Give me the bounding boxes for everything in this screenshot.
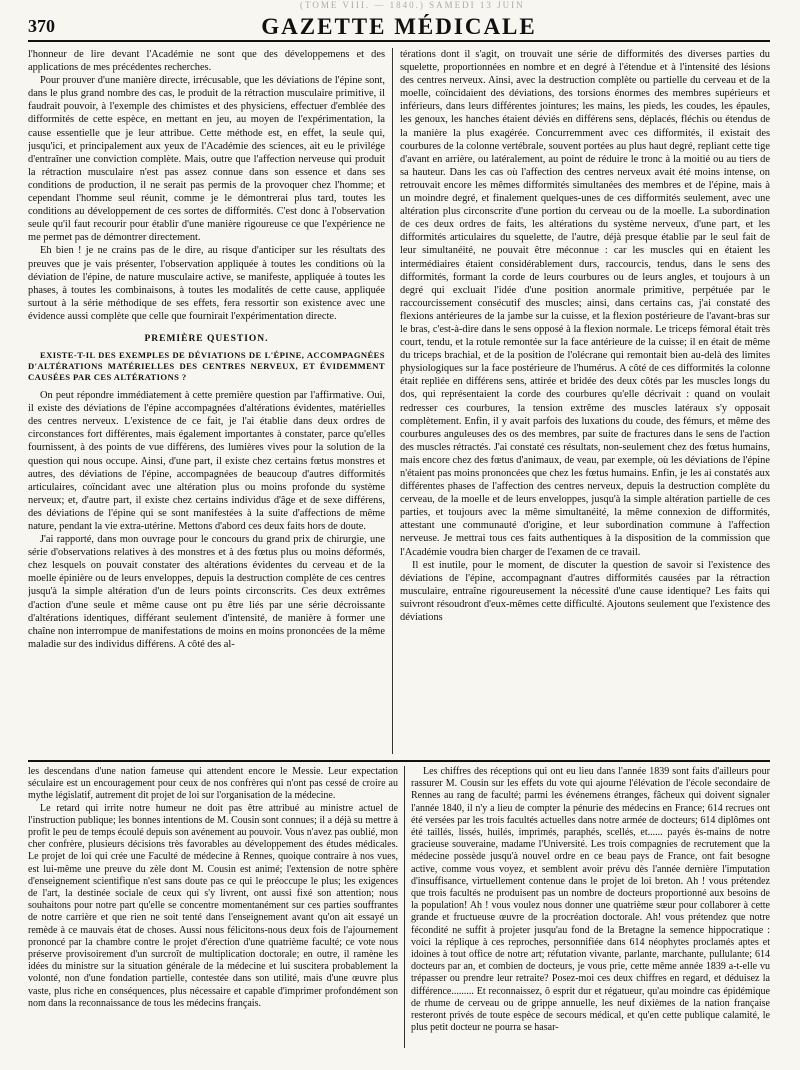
paragraph: Les chiffres des réceptions qui ont eu lieu dans l'année 1839 sont faits d'ailleurs pour rassurer M. Cousin sur les effets du vote qui ajourne l'élévation de l'école secondaire de Rennes au rang de faculté; parmi les événemens étranges, fâcheux qui doivent signaler l'année 1840, il n'y a lieu de compter la pénurie des médecins en France; 614 recrues ont été versées par les trois facultés actuelles dans notre armée de docteurs; 614 diplômes ont été taillés, lissés, huilés, imprimés, paraphés, scellés, et...... payés ès-mains de notre gracieuse souveraine, madame l'Université. Les trois compagnies de recrutement que la médecine possède jusqu'à nouvel ordre en ce beau pays de France, ont fait besogne active, comme vous voyez, et semblent avoir prévu dès l'année dernière l'imputation d'insuffisance, virtuellement contenue dans le projet de loi breton. Ah ! vous prétendez que trois facultés ne produisent pas un nombre de docteurs proportionné aux besoins de la population! Ah ! vous voulez nous donner une quatrième sœur pour collaborer à cette grande et fructueuse œuvre de la procréation doctorale. Ah! vous prétendez que notre fécondité ne suffit à projeter jusqu'au fond de la Bretagne la semence hippocratique : voici la réplique à ces reproches, personnifiée dans 614 néophytes proclamés aptes et idoines à tout office de notre art; réfutation vivante, parlante, marchante, pullulante; 614 docteurs par an, et combien de docteurs, je vous prie, cette même année 1839 a-t-elle vu trépasser ou prendre leur retraite? Posez-moi ces deux chiffres en regard, et déduisez la différence......... Et reconnaissez, ô esprit dur et régatueur, qu'au moindre cas épidémique de rhume de cerveau ou de grippe annuelle, les neuf dixièmes de la nation française resteront privés de toute espèce de secours médical, et qu'en cette publique calamité, le plus petit docteur ne pourra se hasar- <box>411 766 770 1034</box>
paragraph: Le retard qui irrite notre humeur ne doit pas être attribué au ministre actuel de l'instruction publique; les bonnes intentions de M. Cousin sont connues; il a déjà su mettre à profit le peu de temps écoulé depuis son avénement au pouvoir. Vous n'avez pas oublié, mon cher confrère, plusieurs décisions très favorables au développement des études médicales. Le projet de loi qui crée une Faculté de médecine à Rennes, quoique contraire à nos vues, est lui-même une preuve du zèle dont M. Cousin est animé; l'extension de notre sphère d'enseignement scientifique n'est sans doute pas ce qui le préoccupe le plus; les exigences de l'art, la destinée sociale de ceux qui s'y livrent, ont aussi fixé son attention; nous souhaitons pour notre part qu'elle se concentre momentanément sur ces parties souffrantes de notre carrière et que rien ne soit tenté dans l'enseignement avant qu'on ait essayé un remède à ce mauvais état de choses. Aussi nous félicitons-nous deux fois de l'ajournement prononcé par la chambre contre le projet d'érection d'une quatrième faculté; ce vote nous préserve provisoirement d'un surcroît de multiplication doctorale; en outre, il ramène les idées du ministre sur la situation générale de la médecine et lui suscitera probablement la volonté, non d'une fondation partielle, contestée dans son utilité, mais d'une œuvre plus vaste, plus riche en conséquences, plus nécessaire et capable d'imprimer profondément son nom dans la reconnaissance de tous les médecins français. <box>28 802 398 1009</box>
paragraph: térations dont il s'agit, on trouvait une série de difformités des diverses parties du squelette, proportionnées en nombre et en degré à l'étendue et à l'intensité des lésions des centres nerveux. Ainsi, avec la destruction complète ou partielle du cerveau et de la moelle, coïncidaient des déviations, des torsions énormes des membres supérieurs et inférieurs, dans leurs différentes jointures; les mains, les pieds, les coudes, les épaules, les genoux, les hanches étaient déviés en différens sens, déplacés, fléchis ou étendus de la manière la plus exagérée. Concurremment avec ces difformités, il existait des courbures de la colonne vertébrale, souvent portées au plus haut degré, repliant cette tige d'avant en arrière, ou latéralement, au point de réduire le tronc à la moitié ou au tiers de sa hauteur. Dans les cas où l'affection des centres nerveux avait été moins intense, on retrouvait encore les mêmes difformités simultanées des membres et de l'épine, mais à un moindre degré, et finalement quelques-unes de ces difformités seulement, avec une altération plus circonscrite d'une portion du cerveau ou de la moelle. La subordination de ces deux ordres de faits, les altérations du système nerveux, d'une part, et les difformités articulaires du squelette, de l'autre, déjà presque établie par le seul fait de leur simultanéité, ne pouvait être méconnue : car les muscles qui en étaient les intermédiaires étaient considérablement durs, raccourcis, tendus, dans le sens des difformités, formant la corde de leurs courbures ou de leurs angles, et toujours à un degré qui excluait l'idée d'une position anormale primitive, perpétuée par le raccourcissement consécutif des muscles; ainsi, dans certains cas, j'ai constaté des flexions antérieures de la jambe sur la cuisse, et la flexion postérieure de l'avant-bras sur le bras, c'est-à-dire dans le sens opposé à la flexion normale. Le triceps fémoral était très court, tendu, et la rotule remontée sur la face antérieure de la cuisse; il en était de même du triceps brachial, et de la position de l'olécrane qui remontait bien au-delà des limites physiologiques sur la face postérieure de l'humérus. A côté de ces difformités la colonne était repliée en différens sens, attirée et bridée des deux côtés par les muscles longs du dos, qui représentaient la corde des courbures qu'elle décrivait : quand on voulait redresser ces courbures, la tension extrême des muscles latéraux s'y opposait complètement. Enfin, il y avait parfois des luxations du coude, des fémurs, et même des courbures anguleuses des os des membres, par suite de fractures dans le sens de l'action des muscles rétractés. J'ai constaté ces résultats, non-seulement chez des fœtus humains, mais encore chez des fœtus d'animaux, de veau, par exemple, où les déviations de l'épine n'étaient pas moins prononcées que chez les fœtus humains. Enfin, je les ai constatés aux différentes phases de l'affection des centres nerveux, depuis la destruction complète du cerveau, de la moelle et de leurs enveloppes, jusqu'à la simple altération partielle de ces parties, et toujours avec la même simultanéité, la même connexion de difformités, attestant une communauté d'origine, et leur subordination commune à l'affection nerveuse. Je mettrai tous ces faits authentiques à la disposition de la commission que l'Académie voudra bien charger de l'examen de ce travail. <box>400 49 770 558</box>
column-divider <box>404 766 405 1048</box>
paragraph: On peut répondre immédiatement à cette première question par l'affirmative. Oui, il existe des déviations de l'épine accompagnées d'altérations évidentes, matérielles des centres nerveux. L'existence de ce fait, je l'ai établie dans deux ordres de circonstances fort différentes, mais également importantes à constater, parce qu'elles fournissent, à des points de vue différens, des lumières vives pour la solution de la question qui nous occupe. Ainsi, d'une part, il existe chez certains fœtus monstres et autres, des déviations de l'épine, accompagnées de beaucoup d'autres difformités articulaires, coïncidant avec une altération plus ou moins profonde du système nerveux; et, d'autre part, il existe chez certains individus d'âge et de sexe différens, des déviations de l'épine qui se sont manifestées à la suite d'affections de même nature, pendant la vie extra-utérine. Mettons d'abord ces deux faits hors de doute. <box>28 390 385 532</box>
section-title: PREMIÈRE QUESTION. <box>144 333 269 344</box>
paragraph: Eh bien ! je ne crains pas de le dire, au risque d'anticiper sur les résultats des preuves que je vais présenter, l'observation appliquée à toutes les conditions où la déviation de l'épine, de nature musculaire active, se manifeste, appliquée à toutes les phases, à toutes les combinaisons, à toutes les modalités de cette cause, appliquée surtout à la série méthodique de ses effets, fera ressortir son existence avec une évidence aussi complète que celle que fournirait l'expérimentation directe. <box>28 245 385 322</box>
feuilleton-left-column <box>28 766 398 1048</box>
page-header <box>28 14 770 42</box>
masthead-title: GAZETTE MÉDICALE <box>261 14 537 39</box>
column-divider <box>392 48 393 754</box>
feuilleton-right-column <box>411 766 770 1048</box>
paragraph: Il est inutile, pour le moment, de discuter la question de savoir si l'existence des déviations de l'épine, accompagnant d'autres difformités causées par la rétraction musculaire, entraîne rigoureusement la nécessité d'une cause identique? Les faits qui suivront résoudront d'eux-mêmes cette difficulté. Ajoutons seulement que l'existence des déviations <box>400 559 770 624</box>
paragraph: l'honneur de lire devant l'Académie ne sont que des développemens et des applications de mes précédentes recherches. <box>28 49 385 74</box>
bleed-through-text: (TOME VIII. — 1840.) SAMEDI 13 JUIN <box>300 0 525 10</box>
upper-left-column <box>28 48 385 754</box>
paragraph: Pour prouver d'une manière directe, irrécusable, que les déviations de l'épine sont, dans le plus grand nombre des cas, le produit de la rétraction musculaire primitive, il faudrait pouvoir, à l'exemple des chimistes et des physiciens, effectuer d'emblée des difformités de cette espèce, en mettant en jeu, au moyen de l'expérimentation, la cause essentielle que je leur attribue. Cette méthode est, en effet, la seule qui, jusqu'ici, et principalement aux yeux de l'Académie des sciences, ait eu le privilége d'entraîner une conviction complète. Mais, outre que l'affection nerveuse qui produit la rétraction musculaire n'est pas assez connue dans son essence et dans ses conditions de production, il ne serait pas permis de la provoquer chez l'homme; et cependant l'homme seul réunit, comme je le démontrerai plus tard, toutes les conditions au développement de ces sortes de difformités. C'est donc à l'observation seule qu'il faut recourir pour établir d'une manière rigoureuse ce que l'expérience ne me permet pas de démontrer directement. <box>28 75 385 244</box>
upper-right-column <box>400 48 770 754</box>
paragraph: les descendans d'une nation fameuse qui attendent encore le Messie. Leur expectation séculaire est un encouragement pour ceux de nos confrères qui n'ont pas cessé de croire au mythe législatif, autrement dit projet de loi sur l'organisation de la médecine. <box>28 766 398 802</box>
page-number: 370 <box>28 16 55 36</box>
question-heading: EXISTE-T-IL DES EXEMPLES DE DÉVIATIONS DE L'ÉPINE, ACCOMPAGNÉES D'ALTÉRATIONS MATÉRIELLES DES CENTRES NERVEUX, ET ÉVIDEMMENT CAUSÉES PAR CES ALTÉRATIONS ? <box>28 350 385 383</box>
paragraph: J'ai rapporté, dans mon ouvrage pour le concours du grand prix de chirurgie, une série d'observations relatives à des monstres et à des fœtus plus ou moins déformés, chez lesquels on pouvait constater des altérations évidentes du cerveau et de la moelle épinière ou de leurs enveloppes, depuis la destruction complète de ces centres jusqu'à la simple altération d'un de leurs points circonscrits. Ces deux extrêmes d'action d'une seule et même cause ont pu être liés par une série décroissante d'altérations identiques, différant seulement d'intensité, de manière à former une chaîne non interrompue de manifestations de moins en moins prononcées de la même maladie sur des individus différens. A côté des al- <box>28 534 385 650</box>
feuilleton-divider <box>28 760 770 762</box>
